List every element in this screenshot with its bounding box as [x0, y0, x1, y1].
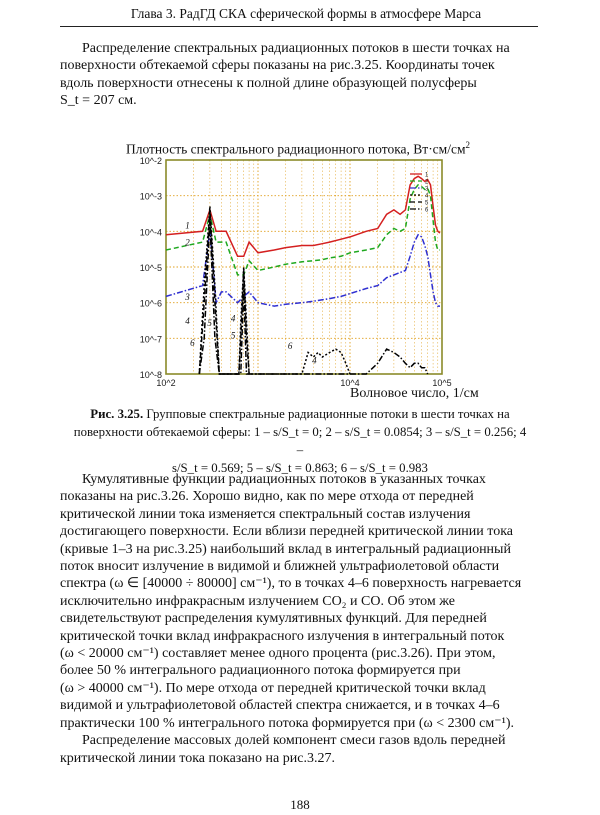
caption-line	[70, 405, 530, 423]
body-line: (ω > 40000 см⁻¹). По мере отхода от передней критической точки вклад	[60, 680, 486, 696]
y-tick-label: 10^-4	[139, 227, 162, 238]
caption-text: Групповые спектральные радиационные потоки в шести точках на	[146, 407, 510, 421]
y-tick-label: 10^-3	[139, 191, 162, 202]
figure-title-text: Плотность спектрального радиационного потока, Вт·см/см	[125, 141, 466, 157]
body-line: поток вносит излучение в видимой и ближней ультрафиолетовой области	[60, 559, 500, 575]
intro-line: Распределение спектральных радиационных потоков в шести точках на	[82, 41, 510, 56]
legend-label: 3	[425, 186, 429, 193]
x-tick-label: 10^5	[432, 378, 452, 388]
body-line: более 50 % интегрального радиационного потока формируется при	[60, 663, 461, 679]
x-tick-label: 10^4	[340, 378, 360, 388]
intro-line: S_t = 207 см.	[60, 93, 137, 109]
intro-line: вдоль поверхности отнесены к полной длине образующей полусферы	[60, 75, 477, 91]
curve-label: 3	[185, 291, 190, 302]
legend-label: 1	[425, 172, 429, 179]
body-line: практически 100 % интегрального потока формируется при (ω < 2300 см⁻¹).	[60, 715, 514, 731]
body-line: Распределение массовых долей компонент смеси газов вдоль передней	[82, 733, 506, 749]
page-number: 188	[290, 797, 310, 812]
legend-label: 2	[425, 179, 429, 186]
body-paragraphs	[60, 471, 538, 767]
x-axis-caption: Волновое число, 1/см	[350, 386, 479, 401]
y-tick-label: 10^-8	[139, 370, 162, 380]
spectral-flux-chart	[128, 152, 452, 388]
body-line: исключительно инфракрасным излучением CO₂ и CO. Об этом же	[60, 593, 455, 609]
curve-label: 2	[185, 237, 190, 248]
caption-label: Рис. 3.25.	[90, 407, 144, 421]
body-line: видимой и ультрафиолетовой областей спектра снижается, и в точках 4–6	[60, 698, 500, 714]
intro-paragraph	[60, 40, 538, 110]
header-rule	[60, 26, 538, 27]
body-line: критической точки вклад инфракрасного излучения в интегральный поток	[60, 628, 505, 644]
body-line: (ω < 20000 см⁻¹) составляет менее одного процента (рис.3.26). При этом,	[60, 646, 496, 662]
legend-label: 6	[425, 207, 429, 214]
body-line: показаны на рис.3.26. Хорошо видно, как по мере отхода от передней	[60, 489, 474, 505]
curve-label: 6	[190, 338, 195, 349]
curve-label: 4	[312, 355, 317, 366]
x-tick-label: 10^2	[156, 378, 176, 388]
legend-label: 4	[425, 193, 429, 200]
y-tick-label: 10^-2	[139, 156, 162, 166]
caption-line: поверхности обтекаемой сферы: 1 – s/S_t = 0; 2 – s/S_t = 0.0854; 3 – s/S_t = 0.256; 4 –	[73, 425, 527, 457]
body-line: Кумулятивные функции радиационных потоков в указанных точках	[82, 472, 486, 487]
running-header: Глава 3. РадГД СКА сферической формы в атмосфере Марса	[130, 6, 482, 21]
curve-label: 5	[207, 318, 212, 329]
body-line: (кривые 1–3 на рис.3.25) наибольший вклад в интегральный радиационный	[60, 541, 511, 557]
legend-label: 5	[425, 200, 429, 207]
body-line: критической линии тока показано на рис.3.27.	[60, 750, 335, 766]
curve-label: 1	[185, 220, 190, 231]
curve-label: 4	[185, 316, 190, 327]
figure-caption	[70, 405, 530, 477]
y-tick-label: 10^-7	[139, 334, 162, 345]
body-line: свидетельствуют распределения кумулятивных функций. Для передней	[60, 611, 487, 627]
curve-label: 5	[230, 330, 236, 341]
body-line: достигающего поверхности. Если вблизи передней критической линии тока	[60, 524, 513, 540]
curve-label: 4	[230, 313, 236, 324]
intro-line: поверхности обтекаемой сферы показаны на рис.3.25. Координаты точек	[60, 58, 495, 74]
curve-label: 6	[287, 341, 293, 352]
body-line: спектра (ω ∈ [40000 ÷ 80000] см⁻¹), то в точках 4–6 поверхность нагревается	[60, 576, 522, 592]
caption-line: s/S_t = 0.569; 5 – s/S_t = 0.863; 6 – s/S_t = 0.983	[172, 461, 428, 475]
figure-title-sup: 2	[465, 140, 471, 150]
y-tick-label: 10^-6	[139, 298, 162, 309]
body-line: критической линии тока изменяется спектральный состав излучения	[60, 506, 471, 522]
y-tick-label: 10^-5	[139, 263, 162, 273]
